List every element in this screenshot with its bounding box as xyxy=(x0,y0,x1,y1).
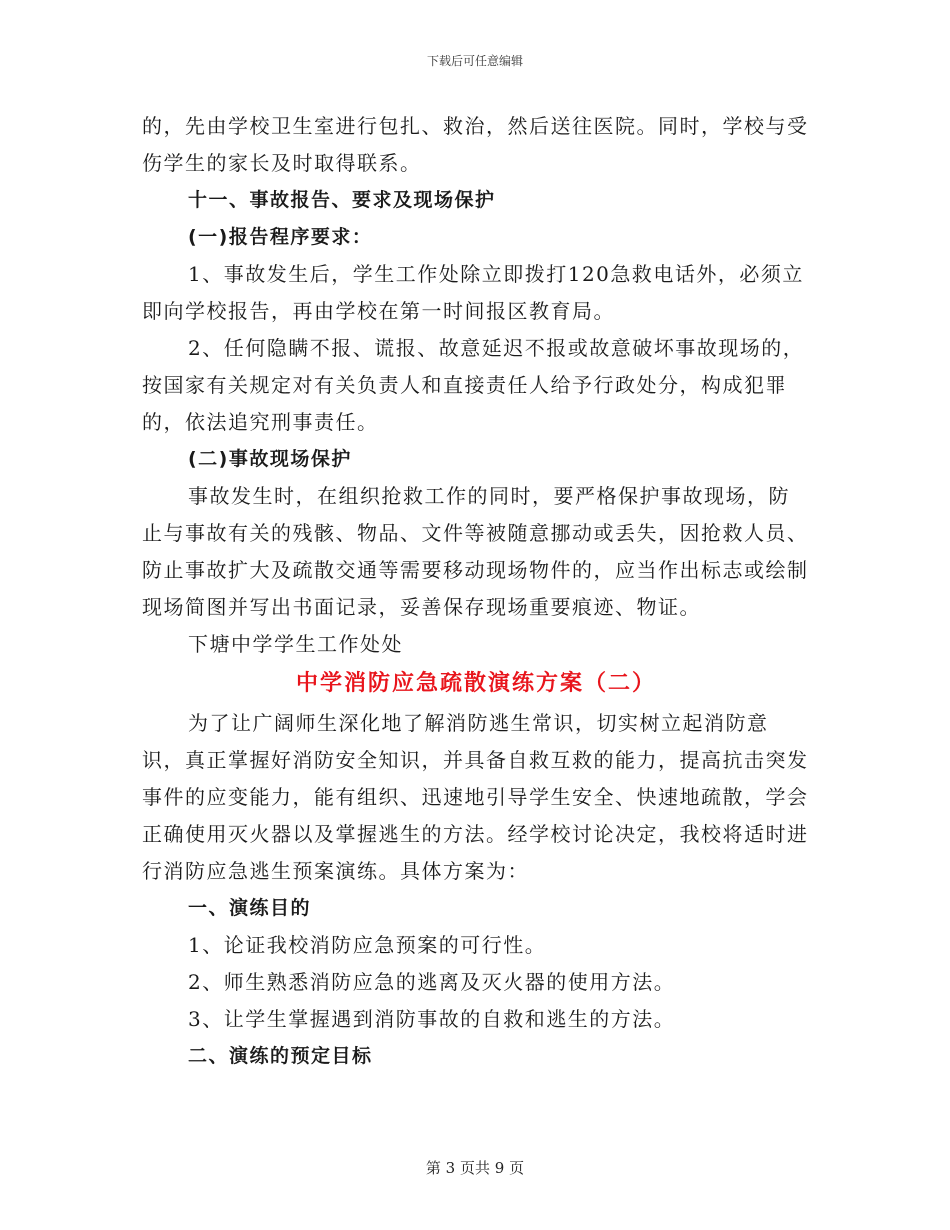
page-header: 下载后可任意编辑 xyxy=(426,54,523,68)
subsection-heading-scene-protection: (二)事故现场保护 xyxy=(188,448,352,470)
page-footer: 第 3 页共 9 页 xyxy=(425,1159,525,1177)
paragraph-item-1: 1、事故发生后，学生工作处除立即拨打120急救电话外，必须立即向学校报告，再由学校在第一时间报区教育局。 xyxy=(142,262,804,323)
paragraph-signature: 下塘中学学生工作处处 xyxy=(188,632,403,656)
section-heading-drill-goals: 二、演练的预定目标 xyxy=(188,1045,373,1067)
subsection-heading-report-procedure: (一)报告程序要求： xyxy=(188,226,373,248)
paragraph-intro: 为了让广阔师生深化地了解消防逃生常识，切实树立起消防意识，真正掌握好消防安全知识，并具备自救互救的能力，提高抗击突发事件的应变能力，能有组织、迅速地引导学生安全、快速地疏散，学会正确使用灭火器以及掌握逃生的方法。经学校讨论决定，我校将适时进行消防应急逃生预案演练。具体方案为： xyxy=(142,711,809,883)
paragraph-continuation: 的，先由学校卫生室进行包扎、救治，然后送往医院。同时，学校与受伤学生的家长及时取得联系。 xyxy=(142,114,809,175)
paragraph-scene-protection: 事故发生时，在组织抢救工作的同时，要严格保护事故现场，防止与事故有关的残骸、物品、文件等被随意挪动或丢失，因抢救人员、防止事故扩大及疏散交通等需要移动现场物件的，应当作出标志或绘制现场简图并写出书面记录，妥善保存现场重要痕迹、物证。 xyxy=(142,484,809,619)
section-heading-accident-report: 十一、事故报告、要求及现场保护 xyxy=(188,189,496,211)
list-item-purpose-1: 1、论证我校消防应急预案的可行性。 xyxy=(188,933,547,957)
document-body xyxy=(142,108,810,1075)
document-title: 中学消防应急疏散演练方案（二） xyxy=(295,671,656,696)
list-item-purpose-3: 3、让学生掌握遇到消防事故的自救和逃生的方法。 xyxy=(188,1007,676,1031)
paragraph-item-2: 2、任何隐瞒不报、谎报、故意延迟不报或故意破坏事故现场的，按国家有关规定对有关负责人和直接责任人给予行政处分，构成犯罪的，依法追究刑事责任。 xyxy=(142,336,805,434)
list-item-purpose-2: 2、师生熟悉消防应急的逃离及灭火器的使用方法。 xyxy=(188,970,676,994)
section-heading-drill-purpose: 一、演练目的 xyxy=(188,897,312,919)
